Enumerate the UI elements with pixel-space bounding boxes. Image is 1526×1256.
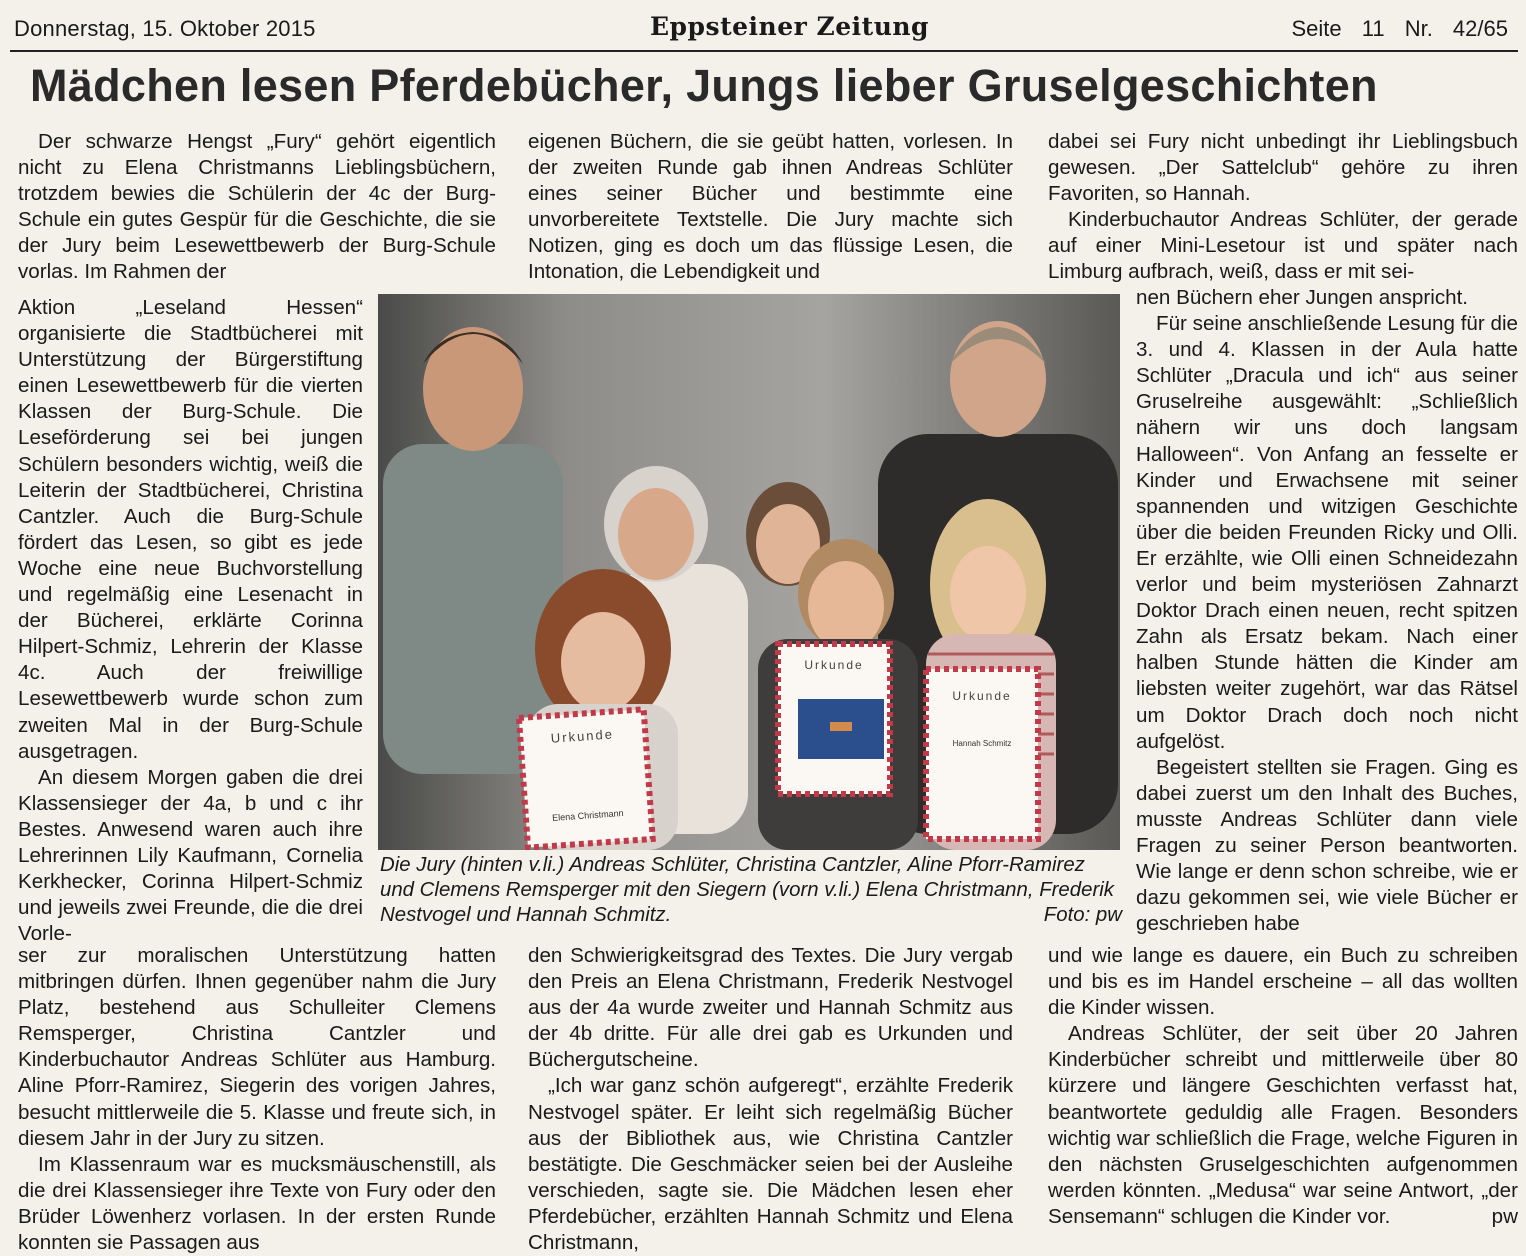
paragraph: An diesem Morgen gaben die drei Klassensieger der 4a, b und c ihr Bestes. Anwesend waren auch ihre Lehrerinnen Lily Kaufmann, Cornelia Kerkhecker, Corinna Hilpert-Schmiz und jeweils zwei Freunde, die die drei Vorle- — [18, 765, 363, 946]
column-1-bottom — [18, 943, 496, 1256]
column-2-bottom — [528, 943, 1013, 1256]
svg-text:Hannah Schmitz: Hannah Schmitz — [952, 739, 1012, 748]
photo-illustration — [378, 294, 1120, 850]
paragraph: Kinderbuchautor Andreas Schlüter, der gerade auf einer Mini-Lesetour ist und später nach Limburg aufbrach, weiß, dass er mit sei- — [1048, 208, 1518, 284]
paragraph: Im Klassenraum war es mucksmäuschenstill, als die drei Klassensieger ihre Texte von Fury oder den Brüder Löwenherz vorlasen. In der ersten Runde konnten sie Passagen aus — [18, 1152, 496, 1255]
paragraph: eigenen Büchern, die sie geübt hatten, vorlesen. In der zweiten Runde gab ihnen Andreas Schlüter eines seiner Bücher und bestimmte eine unvorbereitete Textstelle. Die Jury machte sich Notizen, ging es doch um das flüssige Lesen, die Intonation, die Lebendigkeit und — [528, 130, 1013, 284]
svg-text:Elena Christmann: Elena Christmann — [551, 807, 624, 823]
column-1-top — [18, 129, 496, 286]
article-photo — [378, 294, 1120, 850]
headline: Mädchen lesen Pferdebücher, Jungs lieber Gruselgeschichten — [30, 60, 1378, 111]
paragraph — [1048, 1021, 1518, 1230]
paragraph: Für seine anschließende Lesung für die 3. und 4. Klassen in der Aula hatte Schlüter „Dracula und ich“ aus seiner Gruselreihe ausgewählt: „Schließlich nähern wir uns doch langsam Halloween“. Von Anfang an fesselte er Kinder und Erwachsene mit seiner spannenden und witzigen Geschichte über die beiden Freunden Ricky und Olli. Er erzählte, wie Olli einen Schneidezahn verlor und beim mysteriösen Zahnarzt Doktor Drach einen neuen, recht spitzen Zahn als Ersatz bekam. Nach einer halben Stunde hätten die Kinder am liebsten weiter zugehört, war das Rätsel um Doktor Drach doch noch nicht aufgelöst. — [1136, 312, 1518, 753]
svg-text:Urkunde: Urkunde — [550, 726, 615, 746]
author-initials: pw — [1491, 1204, 1518, 1228]
column-3-bottom — [1048, 943, 1518, 1230]
column-2-top — [528, 129, 1013, 286]
paragraph-text: Andreas Schlüter, der seit über 20 Jahren Kinderbücher schreibt und mittlerweile über 80 kürzere und längere Geschichten verfasst hat, beantwortete geduldig alle Fragen. Besonders wichtig war schließlich die Frage, welche Figuren in den nächsten Gruselgeschichten aufgenommen werden könnten. „Medusa“ war seine Antwort, „der Sensemann“ schlugen die Kinder vor. — [1048, 1022, 1518, 1228]
column-3-beside-photo — [1136, 285, 1518, 937]
caption-text: Die Jury (hinten v.li.) Andreas Schlüter, Christina Cantzler, Aline Pforr-Ramirez und Clemens Remsperger mit den Siegern (vorn v.li.) Elena Christmann, Frederik Nestvogel und Hannah Schmitz. — [380, 854, 1114, 926]
paragraph: nen Büchern eher Jungen anspricht. — [1136, 286, 1469, 309]
paragraph: Aktion „Leseland Hessen“ organisierte die Stadtbücherei mit Unterstützung der Bürgerstiftung einen Lesewettbewerb für die vierten Klassen der Burg-Schule. Die Leseförderung sei bei jungen Schülern besonders wichtig, weiß die Leiterin der Stadtbücherei, Christina Cantzler. Auch die Burg-Schule fördert das Lesen, so gibt es jede Woche eine neue Buchvorstellung und regelmäßig eine Lesenacht in der Bücherei, erklärte Corinna Hilpert-Schmiz, Lehrerin der Klasse 4c. Auch der freiwillige Lesewettbewerb wurde schon zum zweiten Mal in der Burg-Schule ausgetragen. — [18, 296, 363, 763]
svg-text:Urkunde: Urkunde — [804, 658, 864, 672]
newspaper-name: Eppsteiner Zeitung — [650, 12, 930, 41]
paragraph: ser zur moralischen Unterstützung hatten mitbringen dürfen. Ihnen gegenüber nahm die Jury Platz, bestehend aus Schulleiter Clemens Remsperger, Christina Cantzler und Kinderbuchautor Andreas Schlüter aus Hamburg. Aline Pforr-Ramirez, Siegerin des vorigen Jahres, besucht mittlerweile die 5. Klasse und freute sich, in diesem Jahr in der Jury zu sitzen. — [18, 944, 496, 1150]
paragraph: Der schwarze Hengst „Fury“ gehört eigentlich nicht zu Elena Christmanns Lieblingsbüchern, trotzdem bewies die Schülerin der 4c der Burg-Schule ein gutes Gespür für die Geschichte, die sie der Jury beim Lesewettbewerb der Burg-Schule vorlas. Im Rahmen der — [18, 130, 496, 284]
paragraph: den Schwierigkeitsgrad des Textes. Die Jury vergab den Preis an Elena Christmann, Frederik Nestvogel aus der 4a wurde zweiter und Hannah Schmitz aus der 4b dritte. Für alle drei gab es Urkunden und Büchergutscheine. — [528, 944, 1013, 1072]
photo-credit: Foto: pw — [1043, 904, 1122, 926]
page-number: Seite 11 Nr. 42/65 — [1291, 16, 1508, 41]
photo-caption — [380, 853, 1122, 928]
paragraph: und wie lange es dauere, ein Buch zu schreiben und bis es im Handel erscheine – all das wollten die Kinder wissen. — [1048, 944, 1518, 1020]
paragraph: „Ich war ganz schön aufgeregt“, erzählte Frederik Nestvogel später. Er leiht sich regelmäßig Bücher aus der Bibliothek aus, wie Christina Cantzler bestätigte. Die Geschmäcker seien bei der Ausleihe verschieden, sagte sie. Die Mädchen lesen eher Pferdebücher, erzählten Hannah Schmitz und Elena Christmann, — [528, 1074, 1013, 1255]
column-1-beside-photo — [18, 295, 363, 947]
header-rule — [10, 50, 1518, 52]
paragraph: dabei sei Fury nicht unbedingt ihr Lieblingsbuch gewesen. „Der Sattelclub“ gehöre zu ihren Favoriten, so Hannah. — [1048, 130, 1518, 206]
header-date: Donnerstag, 15. Oktober 2015 — [14, 16, 316, 41]
svg-text:Urkunde: Urkunde — [952, 689, 1012, 703]
column-3-top — [1048, 129, 1518, 286]
paragraph: Begeistert stellten sie Fragen. Ging es dabei zuerst um den Inhalt des Buches, musste Andreas Schlüter dann viele Fragen zu seiner Person beantworten. Wie lange er denn schon schreibe, wie er dazu gekommen sei, wie viele Bücher er geschrieben habe — [1136, 755, 1518, 936]
